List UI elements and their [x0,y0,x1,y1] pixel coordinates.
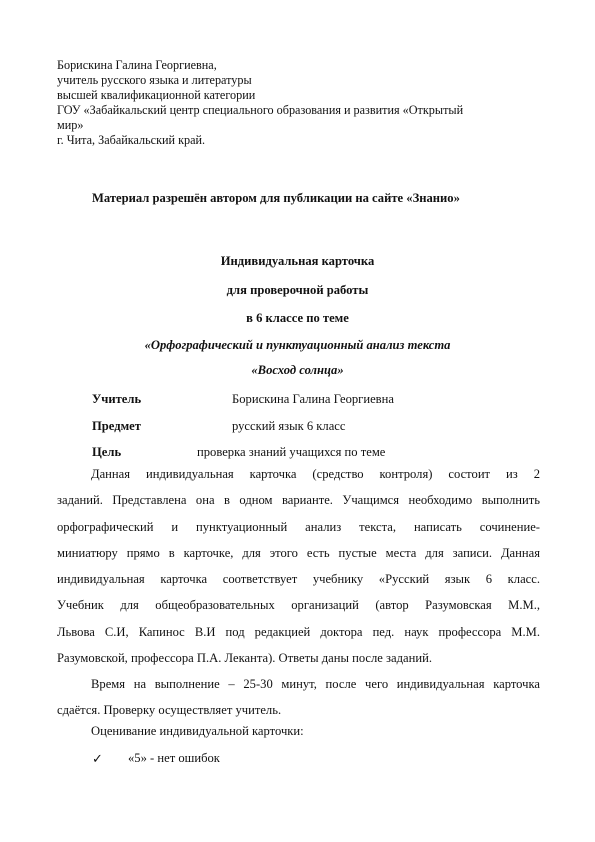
teacher-value: Борискина Галина Георгиевна [232,392,394,406]
paragraph-line: Львова С.И, Капинос В.И под редакцией доктора пед. наук профессора М.М. [57,624,540,639]
subject-value: русский язык 6 класс [232,419,346,433]
description-paragraph [57,461,540,671]
subject-label: Предмет [92,419,141,433]
grading-label: Оценивание индивидуальной карточки: [91,724,304,738]
grading-item: «5» - нет ошибок [128,751,220,765]
permission-notice: Материал разрешён автором для публикации на сайте «Знанио» [92,191,460,205]
paragraph-line: заданий. Представлена она в одном варианте. Учащимся необходимо выполнить [57,493,540,508]
paragraph-line: орфографический и пунктуационный анализ текста, написать сочинение- [57,519,540,534]
card-grade: в 6 классе по теме [246,311,349,325]
author-organization: ГОУ «Забайкальский центр специального образования и развития «Открытый [57,103,464,117]
paragraph-line: Данная индивидуальная карточка (средство контроля) состоит из 2 [91,467,540,481]
paragraph-line: Разумовской, профессора П.А. Леканта). Ответы даны после заданий. [57,651,432,666]
card-title: Индивидуальная карточка [220,254,375,268]
author-organization-cont: мир» [57,118,84,132]
teacher-label: Учитель [92,392,142,406]
card-subtitle: для проверочной работы [226,283,369,297]
paragraph-line: миниатюру прямо в карточке, для этого есть пустые места для записи. Данная [57,545,540,560]
card-text-name: «Восход солнца» [251,363,344,377]
author-category: высшей квалификационной категории [57,88,256,102]
card-topic: «Орфографический и пунктуационный анализ текста [144,338,451,352]
paragraph-line: Время на выполнение – 25-30 минут, после чего индивидуальная карточка [91,677,540,691]
paragraph-line: Учебник для общеобразовательных организаций (автор Разумовская М.М., [57,598,540,613]
author-block [57,58,547,148]
time-paragraph [57,671,540,724]
goal-value: проверка знаний учащихся по теме [197,445,386,459]
author-name: Борискина Галина Георгиевна, [57,58,217,72]
author-city: г. Чита, Забайкальский край. [57,133,206,147]
paragraph-line: сдаётся. Проверку осуществляет учитель. [57,703,282,718]
check-icon: ✓ [92,751,103,766]
paragraph-line: индивидуальная карточка соответствует учебнику «Русский язык 6 класс. [57,572,540,587]
goal-label: Цель [92,445,122,459]
author-position: учитель русского языка и литературы [57,73,252,87]
